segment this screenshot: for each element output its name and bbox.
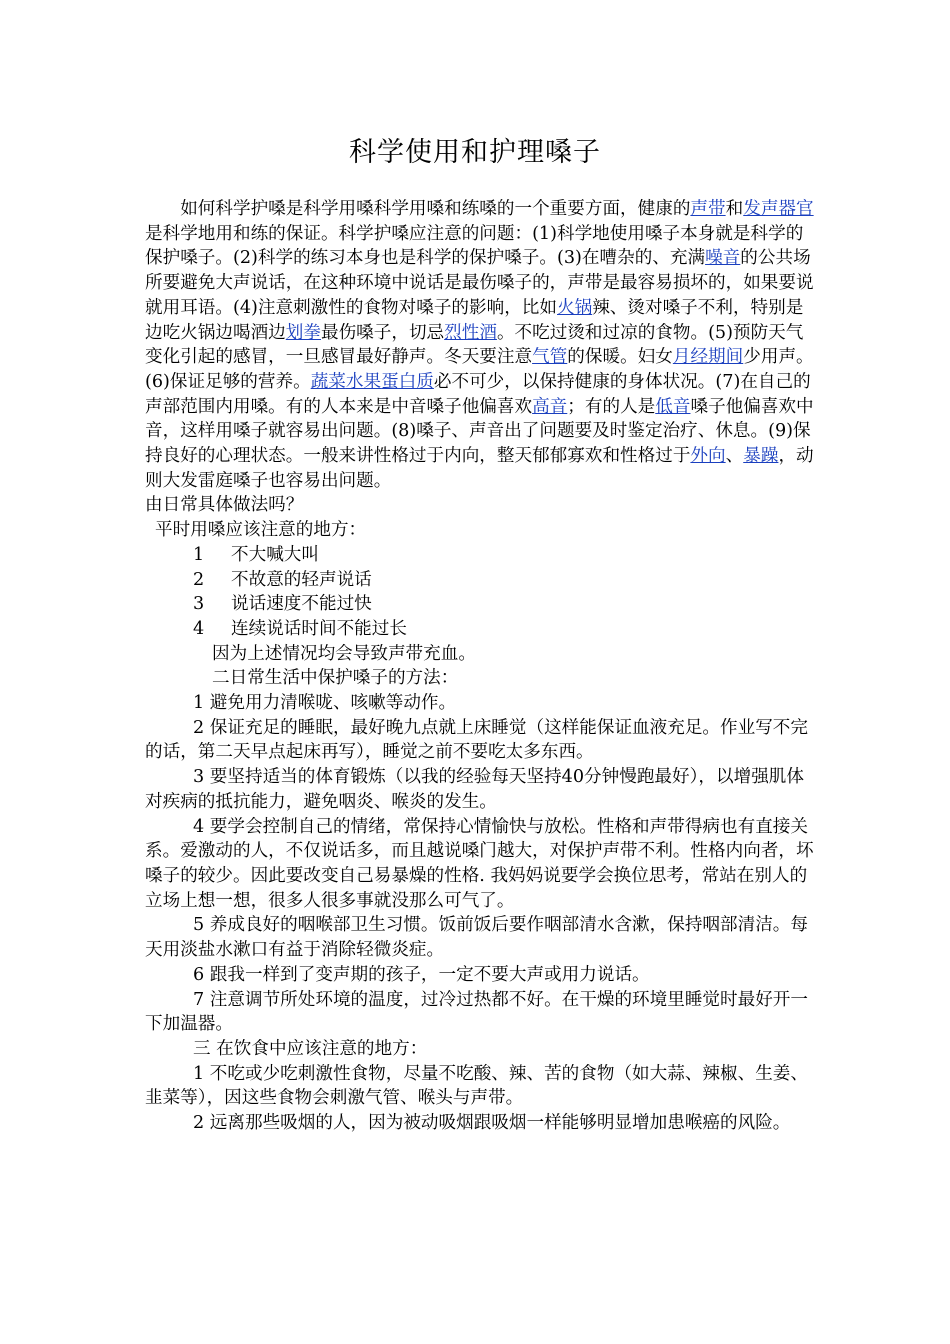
inline-link[interactable]: 蛋白质 — [381, 371, 434, 392]
list-number: 4 — [193, 618, 205, 639]
list-text: 连续说话时间不能过长 — [231, 618, 407, 639]
intro-text: ，动则大发雷庭嗓子也容易出问题。 — [145, 446, 814, 491]
list-number: 1 — [193, 544, 205, 565]
intro-text: 嗓子他偏喜欢中音，这样用嗓子就容易出问题。(8)嗓子、声音出了问题要及时鉴定治疗、休息。(9)保持良好的心理状态。一般来讲性格过于内向，整天郁郁寡欢和性格过于 — [145, 396, 814, 467]
inline-link[interactable]: 烈性酒 — [444, 322, 497, 343]
intro-text: 辣、烫对嗓子不利，特别是边吃火锅边喝酒边 — [145, 297, 804, 343]
intro-paragraph — [145, 197, 818, 493]
inline-link[interactable]: 气管 — [532, 347, 568, 368]
inline-link[interactable]: 外向 — [690, 446, 726, 467]
inline-link[interactable]: 噪音 — [705, 248, 741, 269]
intro-text: 和 — [725, 199, 744, 219]
intro-text: ；有的人是 — [567, 396, 656, 417]
list-item — [145, 617, 818, 642]
document-body — [145, 197, 818, 1136]
intro-text: 少用声。(6)保证足够的营养。 — [145, 347, 814, 392]
section2-item: 6 跟我一样到了变声期的孩子，一定不要大声或用力说话。 — [193, 964, 650, 985]
section2-item: 3 要坚持适当的体育锻炼（以我的经验每天坚持40分钟慢跑最好），以增强肌体对疾病的抵抗能力，避免咽炎、喉炎的发生。 — [145, 767, 804, 812]
intro-text: 必不可少，以保持健康的身体状况。(7)在自己的声部范围内用嗓。有的人本来是中音嗓子他偏喜欢 — [145, 371, 811, 417]
inline-link[interactable]: 水果 — [345, 371, 382, 392]
intro-text: 如何科学护嗓是科学用嗓科学用嗓和练嗓的一个重要方面，健康的 — [180, 199, 691, 219]
list-text: 不大喊大叫 — [231, 544, 319, 565]
daily-list — [145, 543, 818, 642]
question-line: 由日常具体做法吗？ — [145, 495, 304, 516]
inline-link[interactable]: 月经期间 — [672, 347, 744, 368]
section3-item: 1 不吃或少吃刺激性食物，尽量不吃酸、辣、苦的食物（如大蒜、辣椒、生姜、韭菜等），因这些食物会刺激气管、喉头与声带。 — [145, 1063, 808, 1109]
section2-item: 2 保证充足的睡眠，最好晚九点就上床睡觉（这样能保证血液充足。作业写不完的话，第二天早点起床再写），睡觉之前不要吃太多东西。 — [145, 717, 808, 763]
intro-text: 、 — [725, 446, 744, 467]
inline-link[interactable]: 低音 — [655, 396, 691, 417]
inline-link[interactable]: 蔬菜 — [310, 371, 346, 392]
page-title: 科学使用和护理嗓子 — [349, 137, 601, 168]
intro-text: 的公共场所要避免大声说话，在这种环境中说话是最伤嗓子的，声带是最容易损坏的，如果要说就用耳语。(4)注意刺激性的食物对嗓子的影响，比如 — [145, 248, 814, 318]
inline-link[interactable]: 暴躁 — [743, 446, 779, 467]
section3-heading: 三 在饮食中应该注意的地方： — [193, 1038, 428, 1059]
inline-link[interactable]: 划拳 — [285, 322, 321, 343]
section3-item: 2 远离那些吸烟的人，因为被动吸烟跟吸烟一样能够明显增加患喉癌的风险。 — [193, 1113, 791, 1134]
list-number: 3 — [193, 594, 205, 615]
intro-text: 最伤嗓子，切忌 — [320, 322, 445, 343]
section2-item: 7 注意调节所处环境的温度，过冷过热都不好。在干燥的环境里睡觉时最好开一下加温器。 — [145, 989, 808, 1035]
list-item — [145, 568, 818, 593]
list-text: 说话速度不能过快 — [231, 594, 372, 615]
list-item — [145, 592, 818, 617]
intro-text: 。不吃过烫和过凉的食物。(5)预防天气变化引起的感冒，一旦感冒最好静声。冬天要注意 — [145, 322, 804, 368]
section2-heading: 二日常生活中保护嗓子的方法： — [212, 668, 459, 689]
list-number: 2 — [193, 569, 205, 590]
inline-link[interactable]: 火锅 — [557, 297, 593, 318]
intro-text: 是科学地用和练的保证。科学护嗓应注意的问题：(1)科学地使用嗓子本身就是科学的保护嗓子。(2)科学的练习本身也是科学的保护嗓子。(3)在嘈杂的、充满 — [145, 223, 804, 269]
intro-text: 的保暖。妇女 — [567, 347, 673, 368]
section2-item: 5 养成良好的咽喉部卫生习惯。饭前饭后要作咽部清水含漱，保持咽部清洁。每天用淡盐水漱口有益于消除轻微炎症。 — [145, 915, 808, 961]
inline-link[interactable]: 高音 — [532, 396, 568, 417]
inline-link[interactable]: 发声器官 — [743, 199, 814, 219]
inline-link[interactable]: 声带 — [690, 199, 726, 219]
daily-note: 因为上述情况均会导致声带充血。 — [212, 643, 476, 664]
daily-heading: 平时用嗓应该注意的地方： — [155, 520, 367, 541]
list-item — [145, 543, 818, 568]
list-text: 不故意的轻声说话 — [231, 569, 372, 590]
section2-item: 1 避免用力清喉咙、咳嗽等动作。 — [193, 693, 457, 714]
section2-item: 4 要学会控制自己的情绪，常保持心情愉快与放松。性格和声带得病也有直接关系。爱激动的人，不仅说话多，而且越说嗓门越大，对保护声带不利。性格内向者，坏嗓子的较少。因此要改变自己易暴燥的性格. 我妈妈说要学会换位思考，常站在别人的立场上想一想，很多人很多事就没那么可气了。 — [145, 816, 814, 911]
